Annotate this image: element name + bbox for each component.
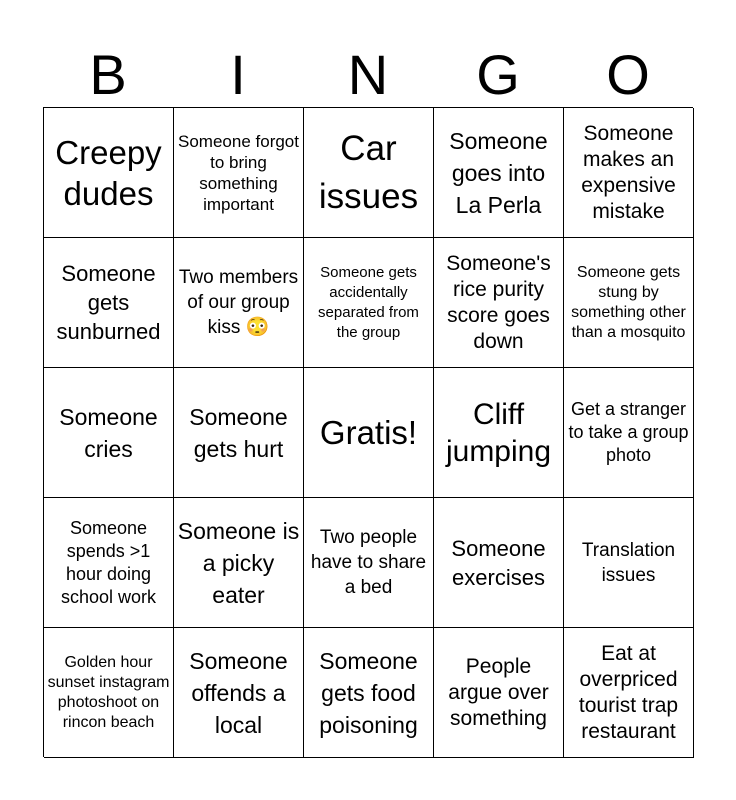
bingo-cell[interactable] — [564, 108, 694, 238]
header-letter-b: B — [89, 43, 127, 106]
cell-text: Someone gets stung by something other than a mosquito — [571, 263, 686, 341]
cell-text: Two people have to share a bed — [310, 527, 427, 598]
cell-text: Someone is a picky eater — [177, 517, 300, 608]
bingo-cell[interactable] — [564, 498, 694, 628]
bingo-header — [43, 42, 693, 108]
bingo-cell[interactable] — [174, 368, 304, 498]
bingo-cell[interactable] — [44, 498, 174, 628]
bingo-grid — [43, 107, 693, 757]
bingo-cell[interactable] — [434, 628, 564, 758]
cell-text: Someone goes into La Perla — [449, 127, 548, 218]
cell-text: Someone's rice purity score goes down — [446, 251, 551, 353]
cell-text: Someone gets sunburned — [56, 261, 161, 344]
cell-text: Creepy dudes — [55, 133, 162, 212]
bingo-cell[interactable] — [44, 108, 174, 238]
bingo-cell[interactable] — [564, 238, 694, 368]
cell-text: Someone forgot to bring something important — [178, 131, 299, 214]
bingo-cell[interactable] — [434, 238, 564, 368]
cell-text: Someone gets accidentally separated from the group — [318, 263, 419, 341]
cell-text: Someone exercises — [451, 535, 546, 590]
cell-text: Two members of our group kiss 😳 — [178, 267, 299, 338]
bingo-cell[interactable] — [434, 368, 564, 498]
cell-text: People argue over something — [448, 654, 549, 730]
cell-text: Translation issues — [581, 539, 676, 586]
bingo-cell[interactable] — [174, 628, 304, 758]
cell-text: Someone gets hurt — [189, 403, 288, 462]
header-letter-n: N — [347, 43, 389, 106]
header-letter-o: O — [606, 43, 650, 106]
cell-text: Golden hour sunset instagram photoshoot on rincon beach — [47, 653, 170, 731]
bingo-cell[interactable] — [564, 628, 694, 758]
cell-text: Eat at overpriced tourist trap restaurant — [578, 641, 679, 743]
bingo-cell[interactable] — [44, 238, 174, 368]
bingo-cell[interactable] — [174, 498, 304, 628]
bingo-cell[interactable] — [174, 238, 304, 368]
bingo-cell[interactable] — [304, 368, 434, 498]
header-letter-g: G — [476, 43, 520, 106]
cell-text: Gratis! — [319, 414, 418, 451]
bingo-cell[interactable] — [434, 108, 564, 238]
cell-text: Get a stranger to take a group photo — [568, 399, 689, 465]
cell-text: Someone makes an expensive mistake — [581, 121, 676, 223]
cell-text: Someone spends >1 hour doing school work — [60, 517, 157, 607]
cell-text: Car issues — [318, 128, 419, 216]
bingo-cell[interactable] — [304, 238, 434, 368]
cell-text: Someone cries — [59, 403, 158, 462]
bingo-cell[interactable] — [564, 368, 694, 498]
cell-text: Someone gets food poisoning — [319, 647, 418, 738]
bingo-cell[interactable] — [44, 628, 174, 758]
bingo-cell[interactable] — [174, 108, 304, 238]
bingo-cell[interactable] — [304, 108, 434, 238]
cell-text: Cliff jumping — [445, 397, 552, 468]
cell-text: Someone offends a local — [189, 647, 288, 738]
bingo-cell[interactable] — [304, 498, 434, 628]
header-letter-i: I — [230, 43, 246, 106]
bingo-cell[interactable] — [304, 628, 434, 758]
bingo-cell[interactable] — [44, 368, 174, 498]
bingo-cell[interactable] — [434, 498, 564, 628]
